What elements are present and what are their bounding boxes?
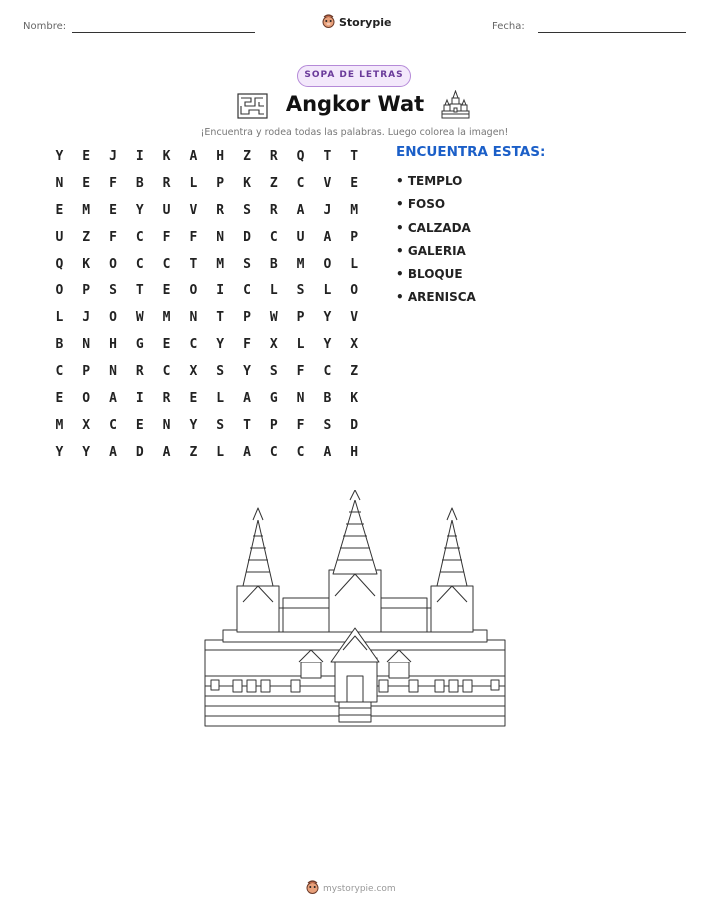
grid-letter[interactable]: A [109, 391, 117, 407]
grid-letter[interactable]: E [82, 149, 91, 164]
category-badge: SOPA DE LETRAS [297, 65, 411, 87]
grid-letter[interactable]: F [162, 229, 171, 245]
grid-letter[interactable]: Z [243, 149, 251, 164]
grid-letter[interactable]: R [162, 391, 171, 407]
grid-letter[interactable]: O [350, 283, 359, 299]
word-item: • ARENISCA [396, 290, 476, 305]
grid-letter[interactable]: S [269, 364, 278, 380]
grid-letter[interactable]: Q [55, 256, 64, 272]
grid-letter[interactable]: F [296, 364, 305, 380]
page-title: Angkor Wat [285, 92, 425, 116]
temple-icon [441, 90, 470, 124]
grid-letter[interactable]: M [162, 310, 171, 326]
grid-letter[interactable]: E [82, 175, 91, 191]
grid-letter[interactable]: K [243, 175, 251, 191]
grid-letter[interactable]: Y [243, 364, 251, 380]
grid-letter[interactable]: A [323, 444, 332, 460]
grid-row [46, 416, 368, 443]
grid-letter[interactable]: L [216, 444, 225, 460]
grid-letter[interactable]: C [296, 175, 305, 191]
grid-letter[interactable]: T [350, 149, 359, 164]
grid-letter[interactable]: N [296, 391, 305, 407]
grid-letter[interactable]: T [323, 149, 332, 164]
grid-letter[interactable]: K [82, 256, 91, 272]
word-item: • TEMPLO [396, 174, 463, 188]
grid-letter[interactable]: C [135, 256, 144, 272]
grid-letter[interactable]: Y [216, 337, 225, 353]
grid-letter[interactable]: O [55, 283, 64, 299]
grid-letter[interactable]: V [323, 175, 332, 191]
word-item: • CALZADA [396, 220, 471, 235]
grid-letter[interactable]: G [135, 337, 144, 353]
grid-letter[interactable]: M [350, 202, 359, 218]
grid-letter[interactable]: L [55, 310, 64, 326]
word-list-heading: ENCUENTRA ESTAS: [396, 144, 546, 160]
grid-letter[interactable]: U [162, 202, 171, 218]
grid-letter[interactable]: N [82, 337, 91, 353]
grid-letter[interactable]: L [216, 391, 225, 407]
grid-letter[interactable]: P [350, 229, 359, 245]
grid-letter[interactable]: C [109, 417, 117, 433]
grid-letter[interactable]: A [243, 444, 251, 460]
grid-letter[interactable]: E [350, 175, 359, 191]
grid-letter[interactable]: E [135, 417, 144, 433]
grid-letter[interactable]: S [243, 256, 251, 272]
grid-letter[interactable]: T [216, 310, 225, 326]
grid-letter[interactable]: X [350, 337, 359, 353]
grid-letter[interactable]: S [109, 283, 117, 299]
grid-row [46, 443, 368, 470]
grid-letter[interactable]: K [162, 149, 171, 164]
instructions: ¡Encuentra y rodea todas las palabras. Luego colorea la imagen! [200, 127, 509, 138]
grid-letter[interactable]: P [216, 175, 225, 191]
grid-letter[interactable]: M [296, 256, 305, 272]
grid-letter[interactable]: O [323, 256, 332, 272]
storypie-logo-icon [322, 13, 335, 32]
grid-letter[interactable]: R [135, 364, 144, 380]
grid-letter[interactable]: Z [82, 229, 91, 245]
grid-letter[interactable]: C [296, 444, 305, 460]
grid-letter[interactable]: W [269, 310, 278, 326]
name-label: Nombre: [23, 21, 67, 32]
grid-letter[interactable]: A [109, 444, 117, 460]
grid-row [46, 174, 368, 201]
grid-letter[interactable]: L [323, 283, 332, 299]
storypie-logo-icon [306, 879, 319, 898]
grid-letter[interactable]: E [162, 337, 171, 353]
grid-letter[interactable]: F [296, 417, 305, 433]
grid-letter[interactable]: S [216, 417, 225, 433]
grid-letter[interactable]: I [216, 283, 225, 299]
grid-letter[interactable]: L [189, 175, 198, 191]
grid-letter[interactable]: R [162, 175, 171, 191]
grid-letter[interactable]: S [323, 417, 332, 433]
grid-row [46, 335, 368, 362]
grid-letter[interactable]: P [269, 417, 278, 433]
footer [306, 879, 396, 898]
grid-letter[interactable]: K [350, 391, 359, 407]
grid-letter[interactable]: C [135, 229, 144, 245]
grid-letter[interactable]: O [82, 391, 91, 407]
grid-letter[interactable]: M [55, 417, 64, 433]
grid-letter[interactable]: C [269, 444, 278, 460]
grid-letter[interactable]: B [55, 337, 64, 353]
grid-letter[interactable]: B [135, 175, 144, 191]
grid-letter[interactable]: Y [82, 444, 91, 460]
maze-icon [237, 93, 268, 123]
grid-letter[interactable]: V [350, 310, 359, 326]
grid-letter[interactable]: T [189, 256, 198, 272]
grid-row [46, 147, 368, 174]
footer-url[interactable]: mystorypie.com [323, 883, 396, 894]
grid-row [46, 228, 368, 255]
grid-letter[interactable]: S [296, 283, 305, 299]
grid-letter[interactable]: P [243, 310, 251, 326]
grid-row [46, 308, 368, 335]
brand-logo [322, 13, 391, 32]
word-list [396, 171, 476, 311]
grid-letter[interactable]: A [296, 202, 305, 218]
grid-letter[interactable]: R [269, 202, 278, 218]
grid-letter[interactable]: F [109, 175, 117, 191]
grid-row [46, 362, 368, 389]
brand-name: Storypie [339, 16, 392, 29]
grid-letter[interactable]: J [82, 310, 91, 326]
grid-letter[interactable]: Y [189, 417, 198, 433]
grid-row [46, 201, 368, 228]
grid-letter[interactable]: C [323, 364, 332, 380]
grid-letter[interactable]: E [55, 202, 64, 218]
grid-letter[interactable]: X [189, 364, 198, 380]
grid-letter[interactable]: N [216, 229, 225, 245]
grid-letter[interactable]: Q [296, 149, 305, 164]
grid-letter[interactable]: B [269, 256, 278, 272]
grid-letter[interactable]: Y [323, 337, 332, 353]
grid-letter[interactable]: F [189, 229, 198, 245]
grid-letter[interactable]: A [162, 444, 171, 460]
grid-letter[interactable]: N [55, 175, 64, 191]
grid-letter[interactable]: N [109, 364, 117, 380]
grid-letter[interactable]: C [243, 283, 251, 299]
grid-letter[interactable]: X [82, 417, 91, 433]
grid-letter[interactable]: T [135, 283, 144, 299]
grid-letter[interactable]: J [323, 202, 332, 218]
grid-letter[interactable]: Z [269, 175, 278, 191]
grid-letter[interactable]: A [323, 229, 332, 245]
grid-letter[interactable]: U [55, 229, 64, 245]
grid-letter[interactable]: G [269, 391, 278, 407]
grid-letter[interactable]: E [109, 202, 117, 218]
grid-letter[interactable]: C [189, 337, 198, 353]
grid-letter[interactable]: M [216, 256, 225, 272]
grid-letter[interactable]: I [135, 149, 144, 164]
grid-letter[interactable]: P [82, 364, 91, 380]
grid-letter[interactable]: Z [350, 364, 359, 380]
grid-letter[interactable]: V [189, 202, 198, 218]
word-item: • GALERIA [396, 243, 466, 258]
grid-letter[interactable]: D [243, 229, 251, 245]
word-item: • BLOQUE [396, 267, 463, 282]
name-field[interactable] [72, 32, 255, 33]
grid-letter[interactable]: R [269, 149, 278, 164]
grid-row [46, 281, 368, 308]
grid-letter[interactable]: J [109, 149, 117, 164]
grid-letter[interactable]: C [269, 229, 278, 245]
grid-letter[interactable]: E [55, 391, 64, 407]
grid-letter[interactable]: C [55, 364, 64, 380]
grid-letter[interactable]: B [323, 391, 332, 407]
grid-letter[interactable]: W [135, 310, 144, 326]
grid-letter[interactable]: A [189, 149, 198, 164]
grid-letter[interactable]: H [350, 444, 359, 460]
grid-letter[interactable]: O [109, 310, 117, 326]
grid-letter[interactable]: X [269, 337, 278, 353]
grid-row [46, 255, 368, 282]
word-item: • FOSO [396, 197, 446, 212]
grid-letter[interactable]: F [109, 229, 117, 245]
grid-letter[interactable]: H [216, 149, 225, 164]
grid-letter[interactable]: S [216, 364, 225, 380]
grid-letter[interactable]: H [109, 337, 117, 353]
grid-row [46, 389, 368, 416]
grid-letter[interactable]: A [243, 391, 251, 407]
grid-letter[interactable]: C [162, 364, 171, 380]
grid-letter[interactable]: S [243, 202, 251, 218]
grid-letter[interactable]: O [189, 283, 198, 299]
grid-letter[interactable]: Y [55, 444, 64, 460]
grid-letter[interactable]: T [243, 417, 251, 433]
grid-letter[interactable]: N [162, 417, 171, 433]
grid-letter[interactable]: D [135, 444, 144, 460]
grid-letter[interactable]: R [216, 202, 225, 218]
date-field[interactable] [538, 32, 686, 33]
grid-letter[interactable]: Y [135, 202, 144, 218]
grid-letter[interactable]: P [296, 310, 305, 326]
grid-letter[interactable]: L [350, 256, 359, 272]
grid-letter[interactable]: C [162, 256, 171, 272]
word-search-grid [46, 147, 368, 470]
grid-letter[interactable]: O [109, 256, 117, 272]
angkor-wat-coloring-illustration [203, 490, 507, 734]
grid-letter[interactable]: P [82, 283, 91, 299]
grid-letter[interactable]: Y [323, 310, 332, 326]
date-label: Fecha: [492, 21, 525, 32]
grid-letter[interactable]: I [135, 391, 144, 407]
grid-letter[interactable]: E [189, 391, 198, 407]
grid-letter[interactable]: Z [189, 444, 198, 460]
grid-letter[interactable]: L [296, 337, 305, 353]
grid-letter[interactable]: L [269, 283, 278, 299]
grid-letter[interactable]: Y [55, 149, 64, 164]
grid-letter[interactable]: D [350, 417, 359, 433]
grid-letter[interactable]: F [243, 337, 251, 353]
grid-letter[interactable]: U [296, 229, 305, 245]
grid-letter[interactable]: N [189, 310, 198, 326]
grid-letter[interactable]: M [82, 202, 91, 218]
grid-letter[interactable]: E [162, 283, 171, 299]
